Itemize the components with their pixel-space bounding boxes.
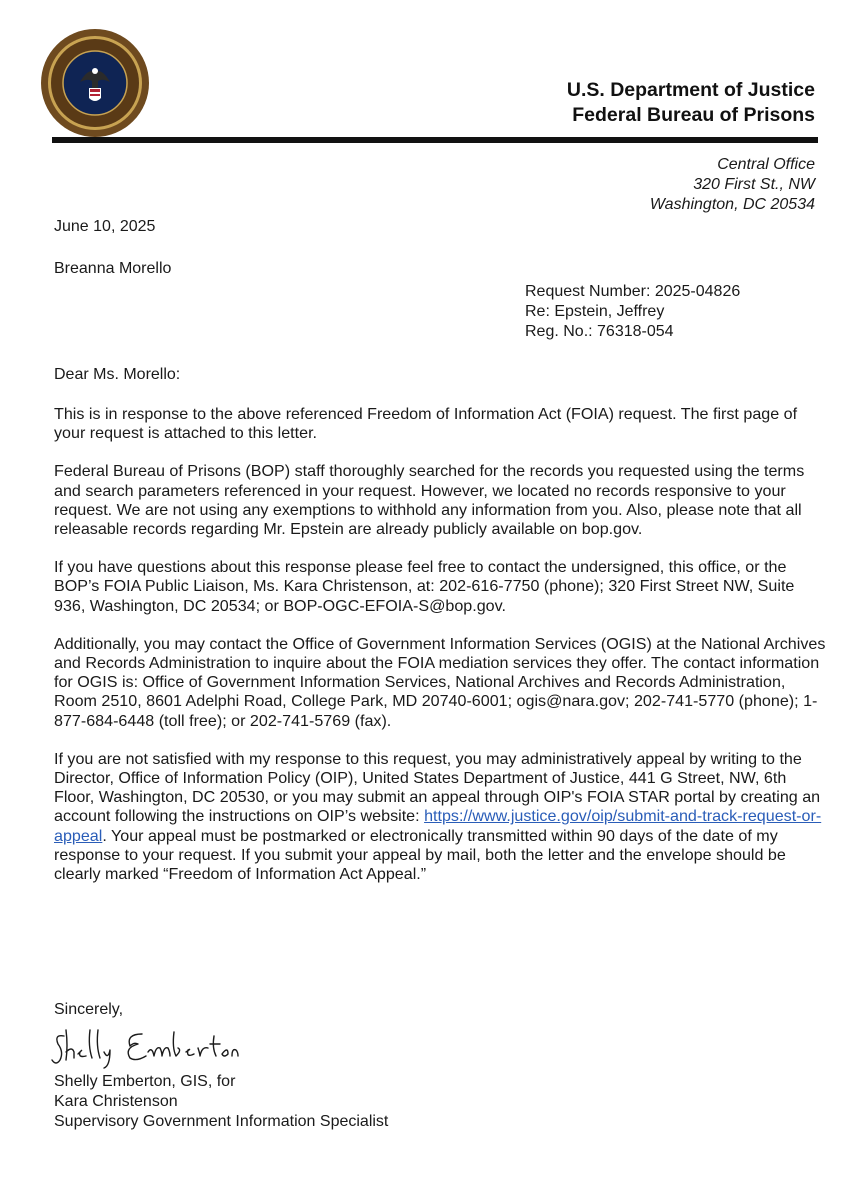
paragraph-4: Additionally, you may contact the Office of Government Information Services (OGIS) at the National Archives and Records Administration to inquire about the FOIA mediation services they offer. The contact information for OGIS is: Office of Government Information Services, National Archives and Records Administration, Room 2510, 8601 Adelphi Road, College Park, MD 20740-6001; ogis@nara.gov; 202-741-5770 (phone); 1-877-684-6448 (toll free); or 202-741-5769 (fax). — [54, 634, 826, 730]
request-number: Request Number: 2025-04826 — [525, 283, 741, 300]
office-street: 320 First St., NW — [693, 176, 815, 193]
closing: Sincerely, — [54, 1001, 124, 1018]
office-address — [650, 155, 815, 215]
oip-appeal-link[interactable]: https://www.justice.gov/oip/submit-and-track-request-or-appeal — [54, 807, 822, 845]
letter-body — [54, 405, 826, 903]
re-line: Re: Epstein, Jeffrey — [525, 303, 665, 320]
paragraph-5 — [54, 750, 826, 884]
agency-header — [567, 78, 815, 128]
doj-bop-seal — [40, 28, 150, 138]
signer-line-1: Shelly Emberton, GIS, for — [54, 1073, 236, 1090]
paragraph-2: Federal Bureau of Prisons (BOP) staff thoroughly searched for the records you requested using the terms and search parameters referenced in your request. However, we located no records responsive to your request. We are not using any exemptions to withhold any information from you. Also, please note that all releasable records regarding Mr. Epstein are already publicly available on bop.gov. — [54, 462, 805, 539]
department-name: U.S. Department of Justice — [566, 79, 815, 101]
signer-block — [54, 1072, 388, 1132]
office-name: Central Office — [717, 156, 815, 173]
paragraph-3: If you have questions about this response please feel free to contact the undersigned, this office, or the BOP’s FOIA Public Liaison, Ms. Kara Christenson, at: 202-616-7750 (phone); 320 First Street NW, Suite 936, Washington, DC 20534; or BOP-OGC-EFOIA-S@bop.gov. — [54, 558, 795, 615]
handwritten-signature — [50, 1022, 240, 1070]
paragraph-5-text-start: If you are not satisfied with my response to this request, you may administratively appeal by writing to the Director, Office of Information Policy (OIP), United States Department of Justice, 441 G Street, NW, 6th Floor, Washington, DC 20530, or you may submit an appeal through OIP's FOIA STAR portal by creating an account following the instructions on OIP’s website: — [54, 749, 821, 826]
letter-date: June 10, 2025 — [54, 218, 156, 235]
reg-number: Reg. No.: 76318-054 — [525, 323, 674, 340]
paragraph-5-text-end: . Your appeal must be postmarked or electronically transmitted within 90 days of the date of my response to your request. If you submit your appeal by mail, both the letter and the envelope should be clearly marked “Freedom of Information Act Appeal.” — [54, 826, 786, 884]
recipient-name: Breanna Morello — [54, 260, 172, 277]
salutation: Dear Ms. Morello: — [54, 366, 181, 383]
reference-block — [525, 282, 740, 342]
office-city: Washington, DC 20534 — [649, 196, 815, 213]
header-rule — [52, 137, 818, 143]
signer-line-2: Kara Christenson — [54, 1093, 178, 1110]
signer-title: Supervisory Government Information Specialist — [54, 1113, 389, 1130]
bureau-name: Federal Bureau of Prisons — [572, 104, 815, 126]
paragraph-1: This is in response to the above referenced Freedom of Information Act (FOIA) request. The first page of your request is attached to this letter. — [54, 405, 798, 443]
